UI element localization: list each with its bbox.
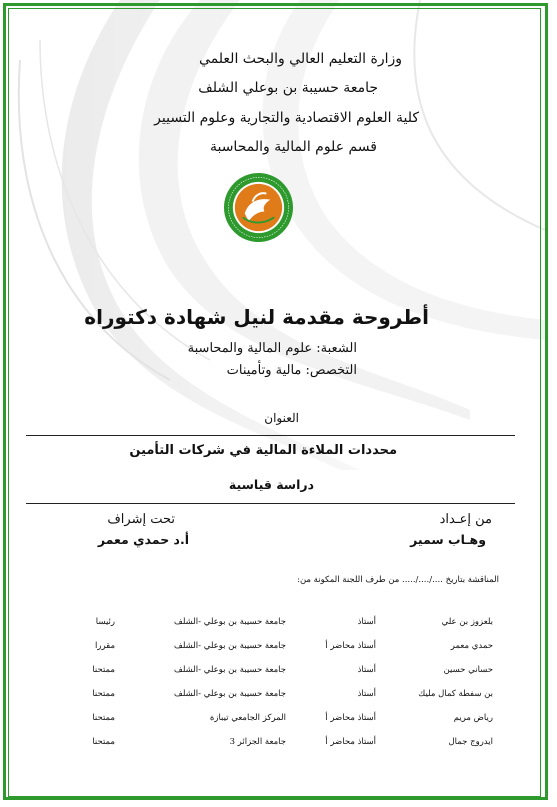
member-rank: أستاذ <box>357 665 376 675</box>
committee-row <box>0 641 557 657</box>
member-role: ممتحنا <box>92 737 115 747</box>
member-role: ممتحنا <box>92 713 115 723</box>
committee-row <box>0 689 557 705</box>
member-institution: جامعة حسيبة بن بوعلي -الشلف <box>174 665 286 675</box>
member-role: مقررا <box>94 641 115 651</box>
faculty-line: كلية العلوم الاقتصادية والتجارية وعلوم التسيير <box>154 110 419 126</box>
member-name: رياض مريم <box>453 713 493 723</box>
thesis-branch: الشعبة: علوم المالية والمحاسبة <box>187 341 357 356</box>
study-type: دراسة قياسية <box>228 477 314 492</box>
member-institution: المركز الجامعي تيبازة <box>209 713 286 723</box>
ministry-line: وزارة التعليم العالي والبحث العلمي <box>199 51 402 67</box>
title-rule-top <box>26 435 515 436</box>
title-rule-bottom <box>26 503 515 504</box>
member-institution: جامعة الجزائر 3 <box>229 737 286 747</box>
member-rank: أستاذ محاضر أ <box>325 713 376 723</box>
defense-line: المناقشة بتاريخ ..../..../..... من طرف اللجنة المكونة من: <box>297 575 499 585</box>
supervisor-name: أ.د حمدي معمر <box>97 532 189 547</box>
member-institution: جامعة حسيبة بن بوعلي -الشلف <box>174 617 286 627</box>
member-institution: جامعة حسيبة بن بوعلي -الشلف <box>174 641 286 651</box>
title-label: العنوان <box>264 411 299 425</box>
department-line: قسم علوم المالية والمحاسبة <box>209 139 377 155</box>
thesis-specialty: التخصص: مالية وتأمينات <box>226 363 357 378</box>
member-role: ممتحنا <box>92 665 115 675</box>
member-rank: أستاذ محاضر أ <box>325 737 376 747</box>
member-rank: أستاذ <box>357 689 376 699</box>
prepared-by-label: من إعـداد <box>439 512 492 527</box>
member-name: بن سفطة كمال مليك <box>418 689 493 699</box>
university-line: جامعة حسيبة بن بوعلي الشلف <box>198 80 378 96</box>
member-name: حمدي معمر <box>450 641 493 651</box>
member-rank: أستاذ محاضر أ <box>325 641 376 651</box>
committee-row <box>0 737 557 753</box>
member-name: حساني حسين <box>443 665 493 675</box>
thesis-subject: محددات الملاءة المالية في شركات التأمين <box>129 443 397 458</box>
member-name: بلعزوز بن علي <box>441 617 493 627</box>
thesis-title: أطروحة مقدمة لنيل شهادة دكتوراه <box>84 305 429 329</box>
member-name: ايدروج جمال <box>448 737 493 747</box>
supervisor-label: تحت إشراف <box>107 512 175 527</box>
committee-row <box>0 665 557 681</box>
member-role: ممتحنا <box>92 689 115 699</box>
committee-row <box>0 617 557 633</box>
student-name: وهـاب سمير <box>410 532 486 547</box>
member-role: رئيسا <box>95 617 115 627</box>
committee-row <box>0 713 557 729</box>
university-logo <box>223 172 294 243</box>
member-rank: أستاذ <box>357 617 376 627</box>
member-institution: جامعة حسيبة بن بوعلي -الشلف <box>174 689 286 699</box>
